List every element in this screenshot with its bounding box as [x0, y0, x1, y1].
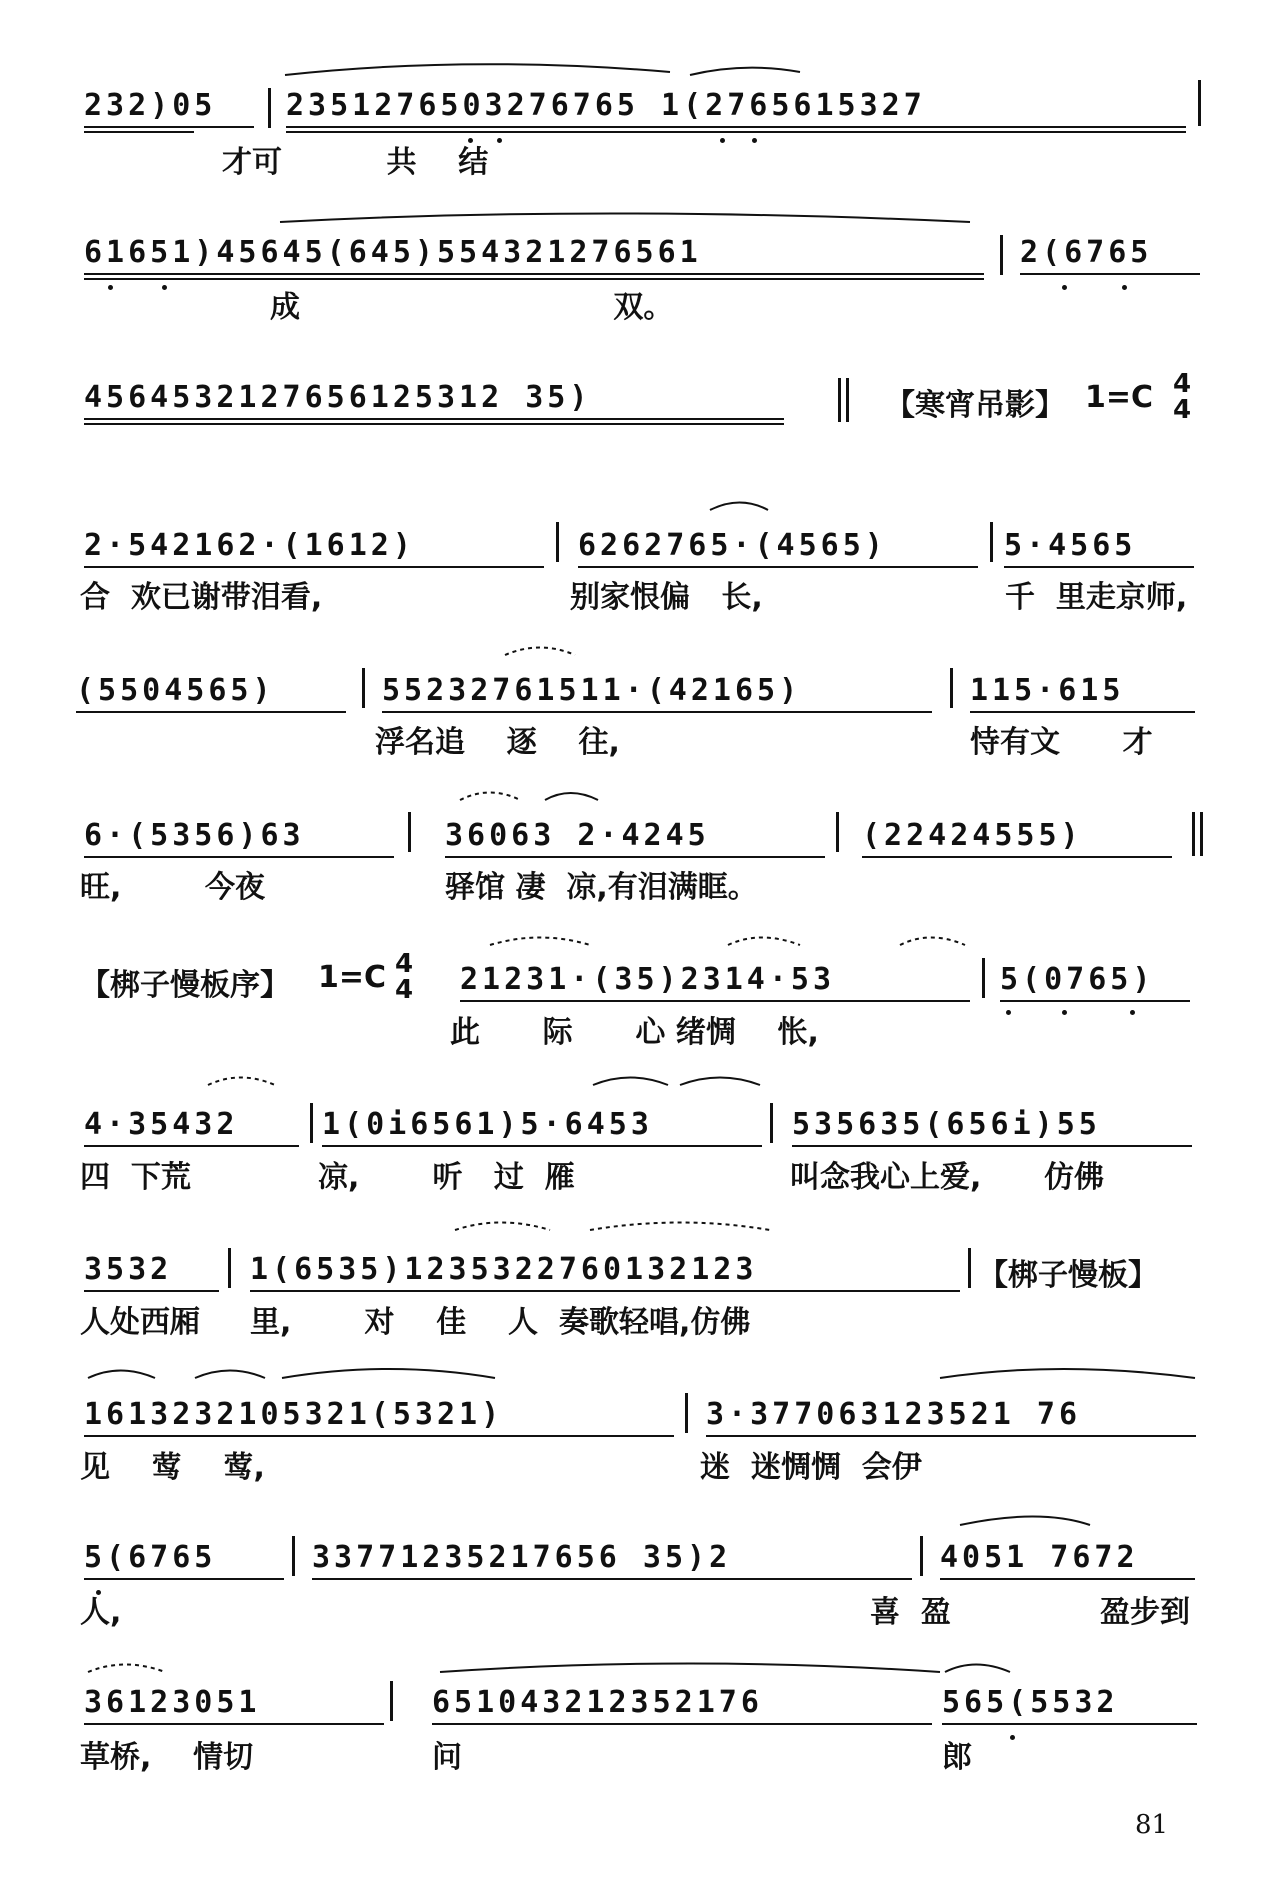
lyric-row-4a: 合 欢已谢带泪看, [80, 580, 323, 615]
duration-underline [1000, 1000, 1190, 1002]
duration-underline [432, 1723, 932, 1725]
octave-dot [108, 285, 113, 290]
score-row-4c: 5·4565 [1004, 528, 1137, 563]
lyric-row-6a: 旺, 今夜 [80, 870, 265, 905]
score-row-7a: 21231·(35)2314·53 [460, 962, 836, 997]
lyric-row-5b: 恃有文 才 [970, 725, 1153, 760]
lyric-row-4b: 别家恨偏 长, [570, 580, 763, 615]
score-row-11c: 4051 7672 [940, 1540, 1139, 1575]
score-row-2b: 2(6765 [1020, 235, 1153, 270]
duration-underline [84, 126, 254, 128]
duration-underline [312, 1578, 912, 1580]
score-row-8c: 535635(656i)55 [792, 1107, 1101, 1142]
duration-underline [792, 1145, 1192, 1147]
score-row-9b: 1(6535)1235322760132123 [250, 1252, 758, 1287]
duration-underline [84, 131, 194, 133]
score-row-6c: (22424555) [862, 818, 1083, 853]
score-row-2a: 61651)45645(645)554321276561 [84, 235, 702, 270]
score-row-12b: 651043212352176 [432, 1685, 763, 1720]
lyric-row-5a: 浮名追 逐 往, [375, 725, 620, 760]
duration-underline [1020, 273, 1200, 275]
duration-underline [286, 131, 1186, 133]
duration-underline [382, 711, 932, 713]
key-signature: 1=C [318, 960, 387, 995]
section-title-bangzi-xu: 【梆子慢板序】 [80, 968, 290, 1003]
score-row-11a: 5(6765 [84, 1540, 217, 1575]
duration-underline [84, 566, 544, 568]
duration-underline [84, 418, 784, 420]
score-row-5a: (5504565) [76, 673, 275, 708]
score-row-1b: 2351276503276765 1(2765615327 [286, 88, 926, 123]
time-signature-bottom: 4 [394, 975, 414, 1005]
score-row-7b: 5(0765) [1000, 962, 1155, 997]
duration-underline [1004, 566, 1194, 568]
double-bar-line-1 [838, 378, 841, 422]
lyric-row-11c: 盈步到 [1100, 1595, 1190, 1630]
bar-line [390, 1681, 393, 1721]
duration-underline [250, 1290, 960, 1292]
lyric-row-7: 此 际 心 绪惆 怅, [450, 1015, 819, 1050]
octave-dot [1122, 285, 1127, 290]
bar-line [1000, 235, 1003, 275]
duration-underline [578, 566, 978, 568]
duration-underline [940, 1578, 1195, 1580]
duration-underline [84, 856, 394, 858]
bar-line [950, 668, 953, 708]
lyric-row-10a: 见 莺 莺, [80, 1450, 265, 1485]
score-row-4a: 2·542162·(1612) [84, 528, 415, 563]
bar-line [408, 812, 411, 852]
lyric-row-1: 才可 共 结 [222, 145, 489, 180]
lyric-row-10b: 迷 迷惆惆 会伊 [700, 1450, 922, 1485]
octave-dot [1062, 285, 1067, 290]
bar-line [982, 958, 985, 998]
octave-dot [1006, 1010, 1011, 1015]
duration-underline [445, 856, 825, 858]
octave-dot [752, 138, 757, 143]
lyric-row-8c: 叫念我心上爱, 仿佛 [790, 1160, 1105, 1195]
duration-underline [460, 1000, 970, 1002]
score-row-3: 4564532127656125312 35) [84, 380, 592, 415]
duration-underline [84, 1435, 674, 1437]
score-row-9a: 3532 [84, 1252, 173, 1287]
octave-dot [468, 138, 473, 143]
bar-line [685, 1393, 688, 1433]
duration-underline [84, 1290, 219, 1292]
octave-dot [720, 138, 725, 143]
score-row-6a: 6·(5356)63 [84, 818, 305, 853]
score-row-10b: 3·377063123521 76 [706, 1397, 1082, 1432]
duration-underline [286, 126, 1186, 128]
octave-dot [1010, 1735, 1015, 1740]
bar-line [770, 1103, 773, 1143]
double-bar-line-1 [1192, 812, 1195, 856]
bar-line [228, 1248, 231, 1288]
duration-underline [84, 423, 784, 425]
score-row-12a: 36123051 [84, 1685, 261, 1720]
lyric-row-4c: 千 里走京师, [1005, 580, 1188, 615]
score-row-1a: 232)05 [84, 88, 217, 123]
duration-underline [706, 1435, 1196, 1437]
bar-line [268, 88, 271, 128]
duration-underline [322, 1145, 762, 1147]
bar-line [556, 522, 559, 562]
score-row-4b: 6262765·(4565) [578, 528, 887, 563]
bar-line [920, 1536, 923, 1576]
octave-dot [162, 285, 167, 290]
lyric-row-9a: 人处西厢 [80, 1305, 200, 1340]
lyric-row-6b: 驿馆 凄 凉,有泪满眶。 [445, 870, 758, 905]
bar-line [310, 1103, 313, 1143]
double-bar-line-2 [1200, 812, 1203, 856]
score-row-8a: 4·35432 [84, 1107, 239, 1142]
lyric-row-11a: 人, [80, 1595, 122, 1630]
lyric-row-11b: 喜 盈 [870, 1595, 951, 1630]
duration-underline [84, 278, 984, 280]
section-title-bangzi: 【梆子慢板】 [978, 1258, 1158, 1293]
page-number: 81 [1135, 1810, 1169, 1840]
score-row-5b: 55232761511·(42165) [382, 673, 802, 708]
lyric-row-12a: 草桥, 情切 [80, 1740, 254, 1775]
lyric-row-12b: 问 [432, 1740, 462, 1775]
duration-underline [84, 273, 984, 275]
score-row-10a: 1613232105321(5321) [84, 1397, 504, 1432]
duration-underline [76, 711, 346, 713]
duration-underline [84, 1578, 284, 1580]
lyric-row-8b: 凉, 听 过 雁 [318, 1160, 575, 1195]
time-signature-top: 4 [1172, 369, 1192, 399]
bar-line [968, 1248, 971, 1288]
duration-underline [84, 1145, 299, 1147]
bar-line [836, 812, 839, 852]
score-row-6b: 36063 2·4245 [445, 818, 710, 853]
lyric-row-8a: 四 下荒 [80, 1160, 191, 1195]
score-row-11b: 33771235217656 35)2 [312, 1540, 732, 1575]
octave-dot [1130, 1010, 1135, 1015]
lyric-row-2: 成 双。 [270, 290, 674, 325]
bar-line [1198, 80, 1201, 126]
octave-dot [497, 138, 502, 143]
octave-dot [1062, 1010, 1067, 1015]
score-row-5c: 115·615 [970, 673, 1125, 708]
double-bar-line-2 [846, 378, 849, 422]
duration-underline [942, 1723, 1197, 1725]
time-signature-top: 4 [394, 949, 414, 979]
duration-underline [862, 856, 1172, 858]
duration-underline [970, 711, 1195, 713]
bar-line [362, 668, 365, 708]
duration-underline [84, 1723, 384, 1725]
score-row-8b: 1(0i6561)5·6453 [322, 1107, 653, 1142]
time-signature-bottom: 4 [1172, 395, 1192, 425]
octave-dot [96, 1590, 101, 1595]
key-signature: 1=C [1085, 380, 1154, 415]
bar-line [990, 522, 993, 562]
lyric-row-12c: 郎 [942, 1740, 972, 1775]
lyric-row-9b: 里, 对 佳 人 奏歌轻唱,仿佛 [250, 1305, 751, 1340]
score-row-12c: 565(5532 [942, 1685, 1119, 1720]
section-title-hanxiao: 【寒宵吊影】 [885, 388, 1065, 423]
bar-line [292, 1536, 295, 1576]
